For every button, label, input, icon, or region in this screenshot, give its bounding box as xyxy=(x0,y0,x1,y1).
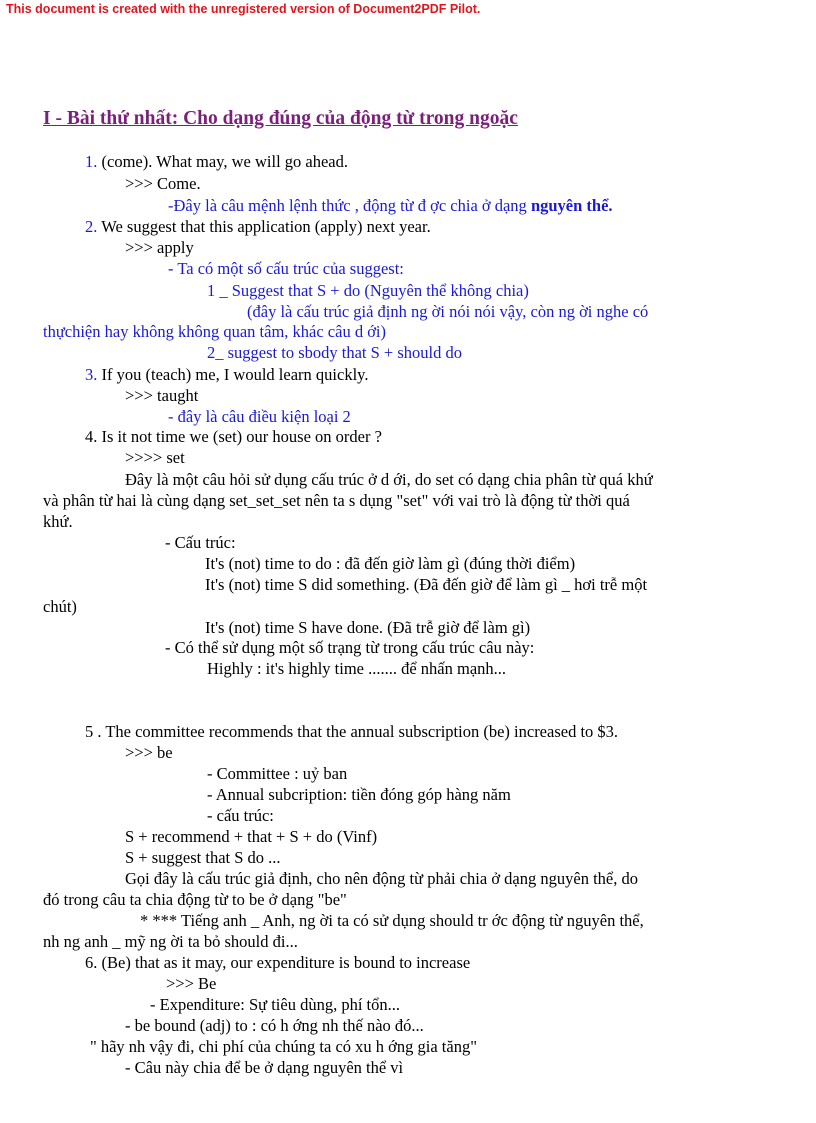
note-2-line-4: thựchiện hay không không quan tâm, khác câu d ới) xyxy=(43,322,386,341)
vocab-5-line-1: - Committee : uỷ ban xyxy=(207,764,348,783)
question-1-text: (come). What may, we will go ahead. xyxy=(97,152,348,171)
explanation-5-line-2: đó trong câu ta chia động từ to be ở dạng "be" xyxy=(43,890,347,909)
note-2-line-5: 2_ suggest to sbody that S + should do xyxy=(207,343,462,362)
structure-4-line-6: Highly : it's highly time ....... để nhấn mạnh... xyxy=(207,659,507,678)
question-3 xyxy=(85,365,368,385)
question-6: 6. (Be) that as it may, our expenditure is bound to increase xyxy=(85,953,471,972)
explanation-5-line-1: Gọi đây là cấu trúc giả định, cho nên động từ phải chia ở dạng nguyên thể, do xyxy=(125,869,638,888)
vocab-5-line-2: - Annual subcription: tiền đóng góp hàng năm xyxy=(207,785,511,804)
structure-4-line-4: It's (not) time S have done. (Đã trễ giờ để làm gì) xyxy=(205,618,531,637)
note-3: - đây là câu điều kiện loại 2 xyxy=(168,407,351,426)
explanation-4-line-2: và phân từ hai là cùng dạng set_set_set nên ta s dụng "set" với vai trò là động từ thời quá xyxy=(43,491,630,510)
question-4: 4. Is it not time we (set) our house on order ? xyxy=(85,427,382,446)
note-1 xyxy=(168,196,613,216)
question-1 xyxy=(85,152,348,172)
answer-4: >>>> set xyxy=(125,448,185,467)
question-2-text: We suggest that this application (apply) next year. xyxy=(97,217,431,236)
vocab-6-line-4: - Câu này chia để be ở dạng nguyên thể vì xyxy=(125,1058,404,1077)
note-2-line-2: 1 _ Suggest that S + do (Nguyên thể không chia) xyxy=(207,281,529,300)
vocab-5-line-5: S + suggest that S do ... xyxy=(125,848,281,867)
answer-6: >>> Be xyxy=(166,974,217,993)
note-1-text: -Đây là câu mệnh lệnh thức , động từ đ ợc chia ở dạng xyxy=(168,196,531,215)
vocab-6-line-2: - be bound (adj) to : có h ớng nh thế nào đó... xyxy=(125,1016,424,1035)
question-2 xyxy=(85,217,431,237)
note-2-line-3: (đây là cấu trúc giả định ng ời nói nói vậy, còn ng ời nghe có xyxy=(247,302,649,321)
question-3-number: 3. xyxy=(85,365,98,384)
vocab-5-line-4: S + recommend + that + S + do (Vinf) xyxy=(125,827,378,846)
question-2-number: 2. xyxy=(85,217,98,236)
structure-4-line-5: - Có thể sử dụng một số trạng từ trong cấu trúc câu này: xyxy=(165,638,535,657)
structure-4-heading: - Cấu trúc: xyxy=(165,533,236,552)
note-1-bold: nguyên thể. xyxy=(530,196,613,215)
explanation-5-line-3: * *** Tiếng anh _ Anh, ng ời ta có sử dụng should tr ớc động từ nguyên thể, xyxy=(140,911,644,930)
structure-4-line-3: chút) xyxy=(43,597,77,616)
structure-4-line-2: It's (not) time S did something. (Đã đến giờ để làm gì _ hơi trễ một xyxy=(205,575,648,594)
section-heading: I - Bài thứ nhất: Cho dạng đúng của động từ trong ngoặc xyxy=(43,108,518,129)
structure-4-line-1: It's (not) time to do : đã đến giờ làm gì (đúng thời điểm) xyxy=(205,554,576,573)
question-3-text: If you (teach) me, I would learn quickly. xyxy=(97,365,369,384)
unregistered-banner: This document is created with the unregistered version of Document2PDF Pilot. xyxy=(6,2,481,16)
question-5: 5 . The committee recommends that the annual subscription (be) increased to $3. xyxy=(85,722,619,741)
answer-3: >>> taught xyxy=(125,386,199,405)
question-1-number: 1. xyxy=(85,152,98,171)
note-2-line-1: - Ta có một số cấu trúc của suggest: xyxy=(168,259,404,278)
vocab-6-line-1: - Expenditure: Sự tiêu dùng, phí tổn... xyxy=(150,995,400,1014)
vocab-6-line-3: " hãy nh vậy đi, chi phí của chúng ta có xu h ớng gia tăng" xyxy=(90,1037,477,1056)
answer-5: >>> be xyxy=(125,743,173,762)
explanation-4-line-3: khứ. xyxy=(43,512,73,531)
vocab-5-line-3: - cấu trúc: xyxy=(207,806,274,825)
explanation-5-line-4: nh ng anh _ mỹ ng ời ta bỏ should đi... xyxy=(43,932,298,951)
answer-1: >>> Come. xyxy=(125,174,201,193)
explanation-4-line-1: Đây là một câu hỏi sử dụng cấu trúc ở d ới, do set có dạng chia phân từ quá khứ xyxy=(125,470,653,489)
answer-2: >>> apply xyxy=(125,238,194,257)
